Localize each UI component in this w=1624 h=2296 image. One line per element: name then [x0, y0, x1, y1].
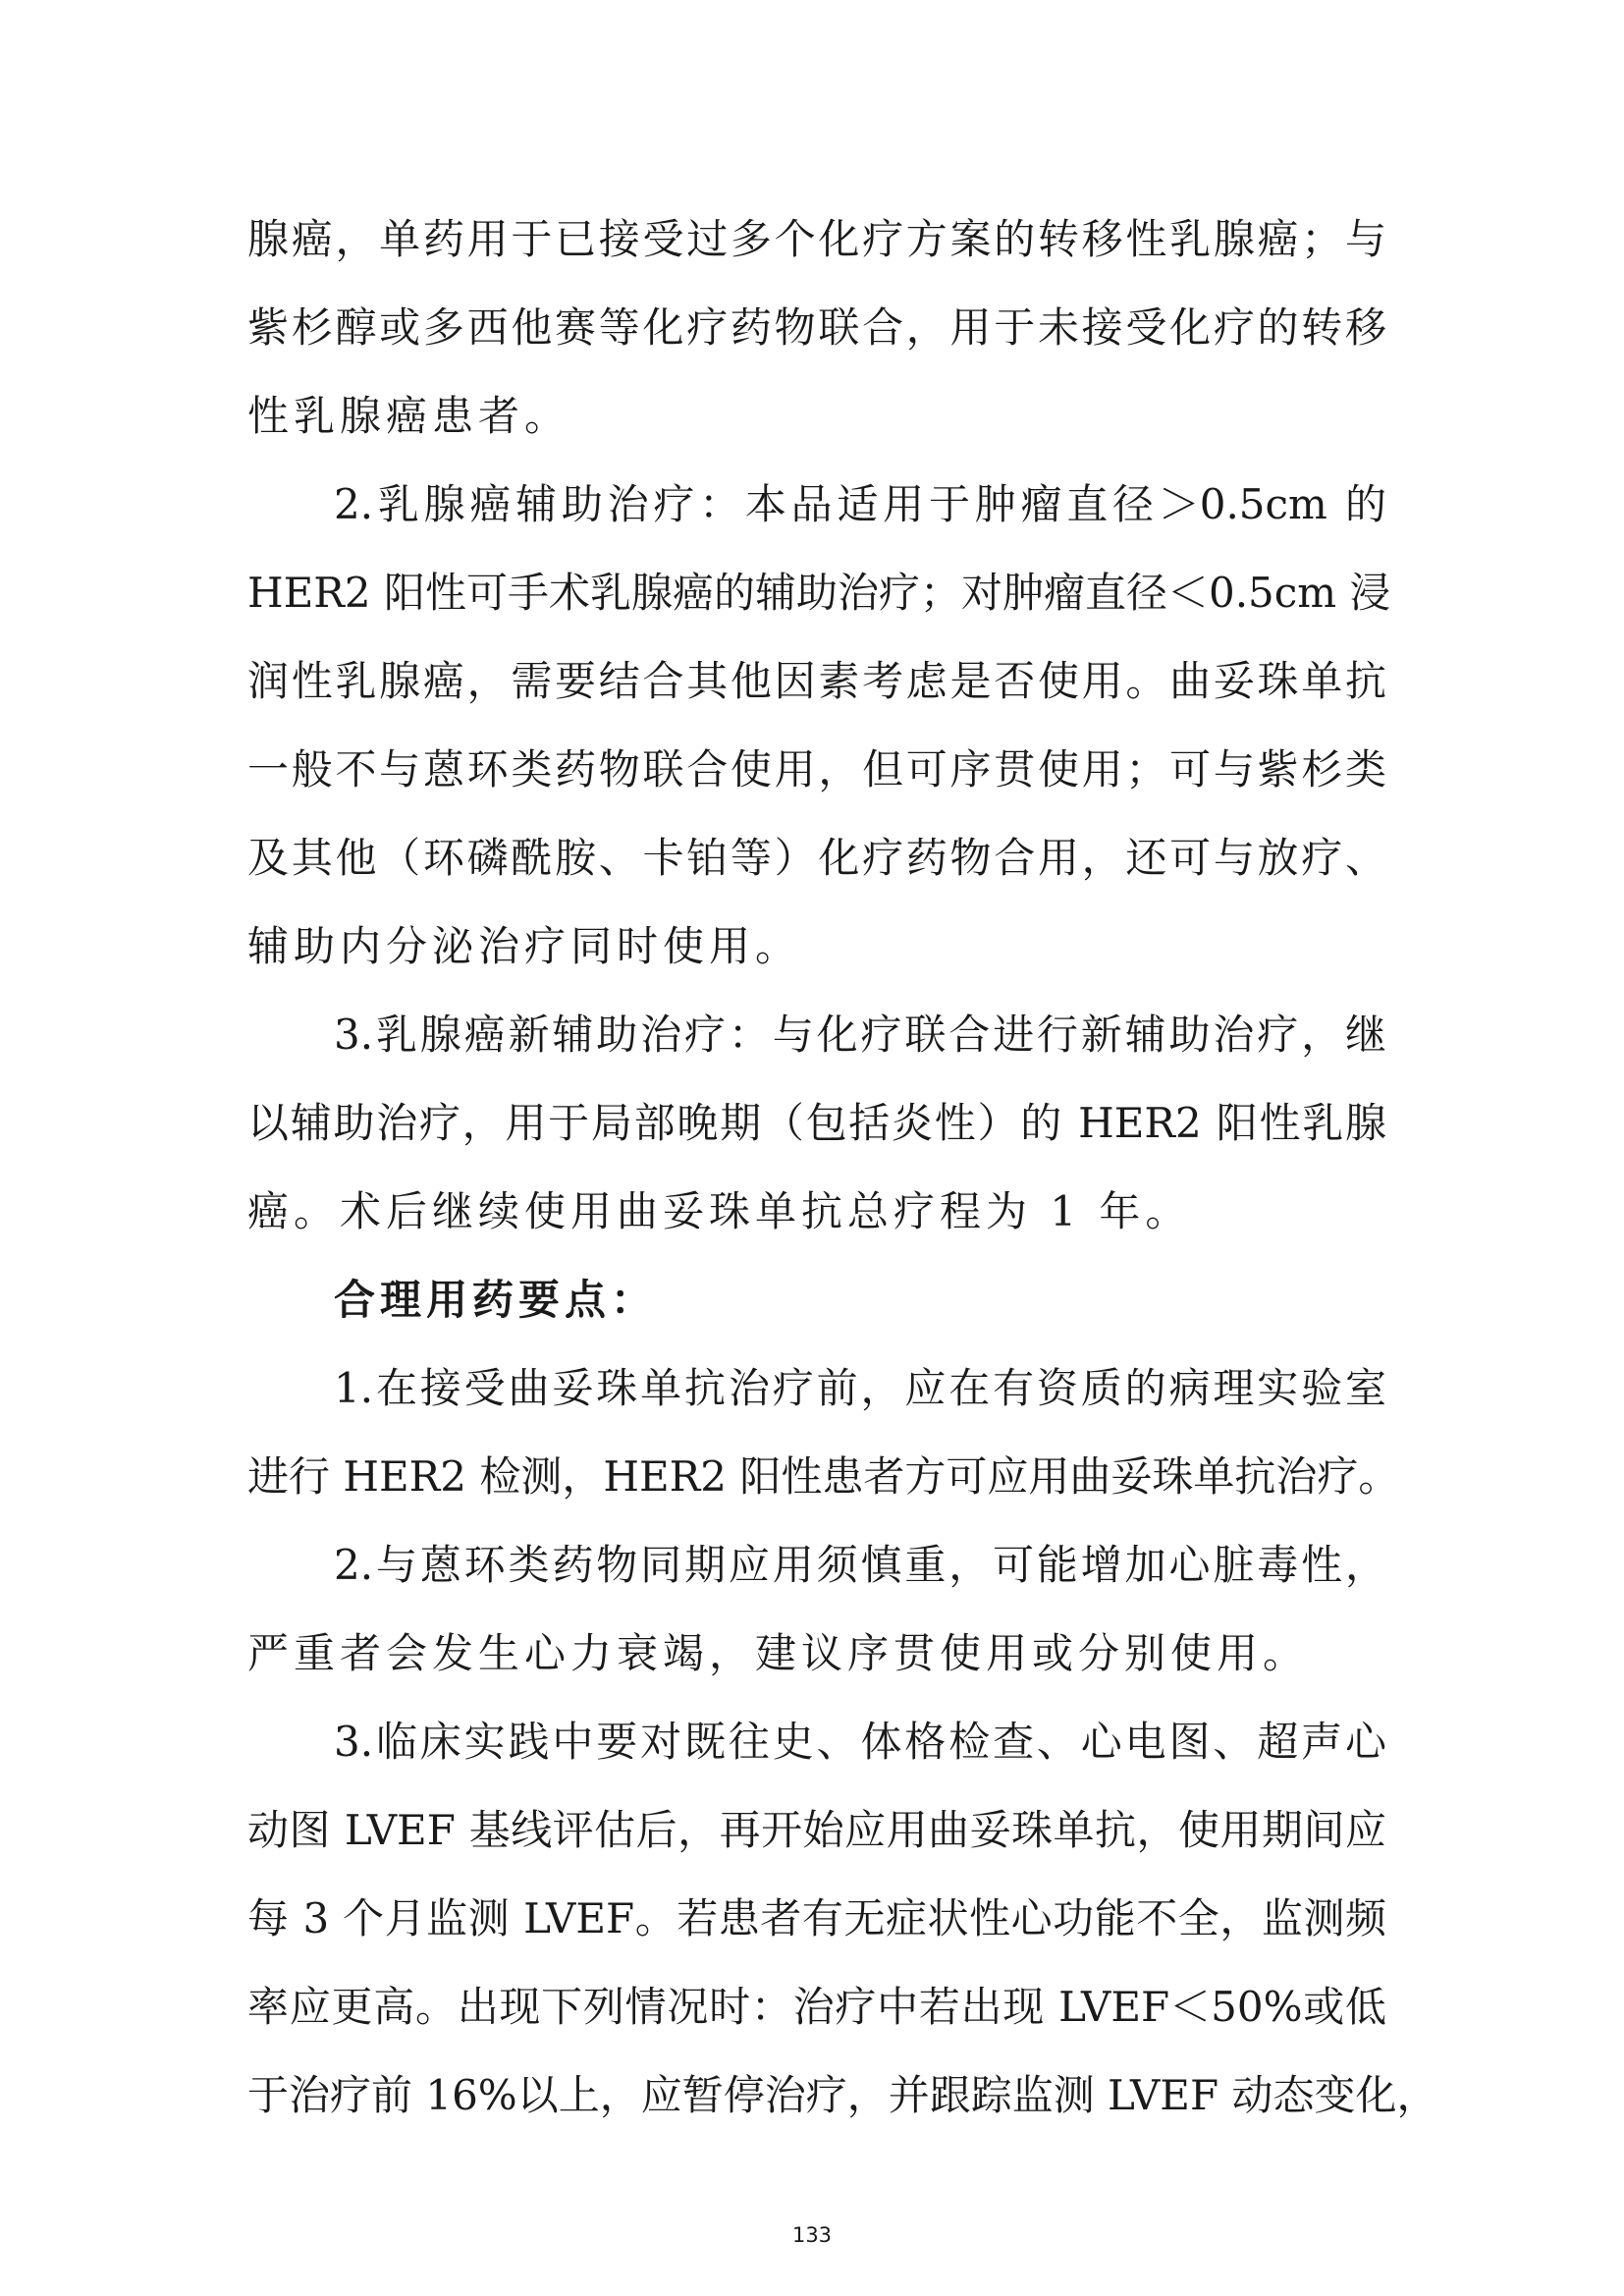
body-text-line: 一般不与蒽环类药物联合使用，但可序贯使用；可与紫杉类 [247, 745, 1386, 793]
body-text-line: 动图 LVEF 基线评估后，再开始应用曲妥珠单抗，使用期间应 [247, 1806, 1386, 1854]
list-item-line: 3.乳腺癌新辅助治疗：与化疗联合进行新辅助治疗，继 [334, 1011, 1386, 1059]
body-text-line: 及其他（环磷酰胺、卡铂等）化疗药物合用，还可与放疗、 [247, 834, 1386, 882]
body-text-line: 癌。术后继续使用曲妥珠单抗总疗程为 1 年。 [247, 1187, 1192, 1235]
body-text-line: 紫杉醇或多西他赛等化疗药物联合，用于未接受化疗的转移 [247, 303, 1386, 352]
body-text-line: 润性乳腺癌，需要结合其他因素考虑是否使用。曲妥珠单抗 [247, 657, 1386, 705]
section-heading: 合理用药要点： [334, 1276, 658, 1324]
body-text-line: 每 3 个月监测 LVEF。若患者有无症状性心功能不全，监测频 [247, 1894, 1386, 1942]
body-text-line: 于治疗前 16%以上，应暂停治疗，并跟踪监测 LVEF 动态变化， [247, 2071, 1438, 2119]
list-item-line: 2.与蒽环类药物同期应用须慎重，可能增加心脏毒性， [334, 1541, 1386, 1589]
body-text-line: 以辅助治疗，用于局部晚期（包括炎性）的 HER2 阳性乳腺 [247, 1099, 1386, 1147]
body-text-line: 腺癌，单药用于已接受过多个化疗方案的转移性乳腺癌；与 [247, 215, 1386, 263]
body-text-line: 率应更高。出现下列情况时：治疗中若出现 LVEF＜50%或低 [247, 1983, 1386, 2031]
page-number: 133 [791, 2223, 833, 2247]
body-text-line: 严重者会发生心力衰竭，建议序贯使用或分别使用。 [247, 1629, 1310, 1677]
list-item-line: 2.乳腺癌辅助治疗：本品适用于肿瘤直径＞0.5cm 的 [334, 480, 1386, 528]
list-item-line: 3.临床实践中要对既往史、体格检查、心电图、超声心 [334, 1718, 1386, 1766]
body-text-line: 性乳腺癌患者。 [247, 392, 571, 440]
list-item-line: 1.在接受曲妥珠单抗治疗前，应在有资质的病理实验室 [334, 1364, 1386, 1412]
body-text-line: HER2 阳性可手术乳腺癌的辅助治疗；对肿瘤直径＜0.5cm 浸 [247, 569, 1391, 617]
body-text-line: 辅助内分泌治疗同时使用。 [247, 922, 802, 970]
body-text-line: 进行 HER2 检测，HER2 阳性患者方可应用曲妥珠单抗治疗。 [247, 1452, 1400, 1501]
